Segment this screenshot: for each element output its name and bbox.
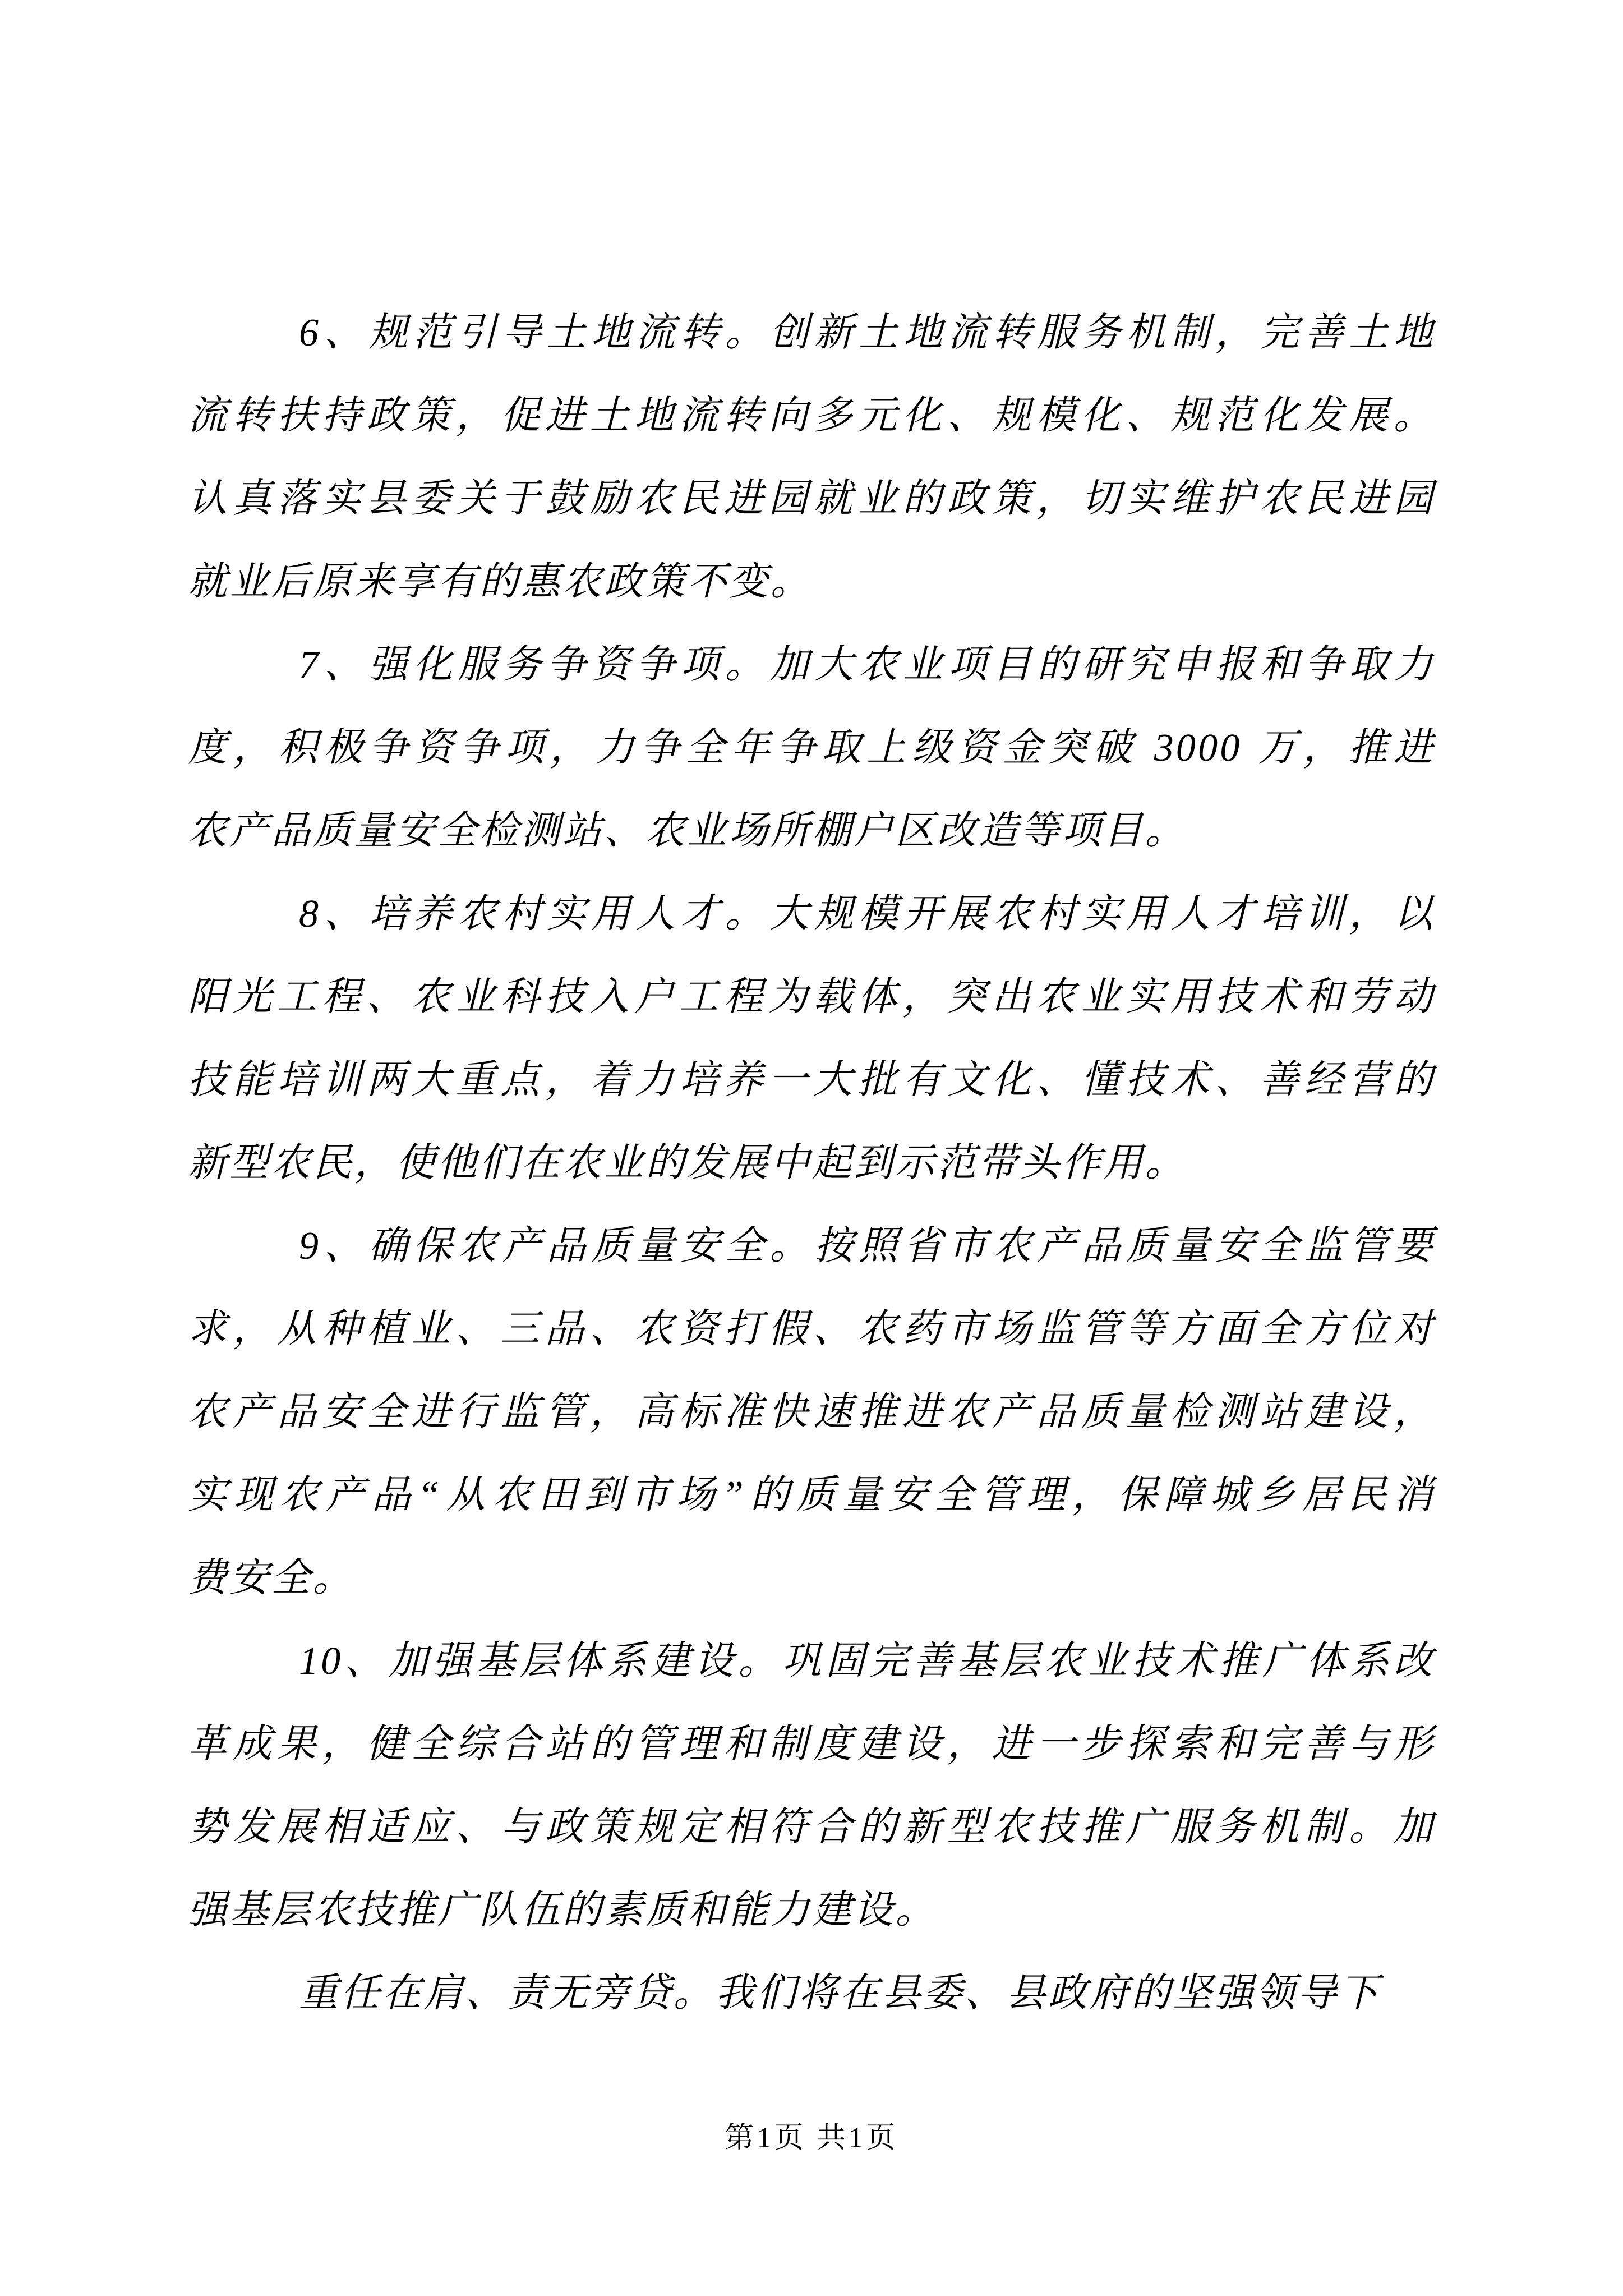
text-line: 新型农民，使他们在农业的发展中起到示范带头作用。 xyxy=(188,1142,1187,1185)
text-line: 8、培养农村实用人才。大规模开展农村实用人才培训，以 xyxy=(299,892,1435,936)
text-line: 求，从种植业、三品、农资打假、农药市场监管等方面全方位对 xyxy=(188,1308,1435,1351)
text-line: 技能培训两大重点，着力培养一大批有文化、懂技术、善经营的 xyxy=(188,1059,1435,1102)
text-line: 费安全。 xyxy=(188,1557,354,1600)
document-body xyxy=(188,292,1435,2035)
text-line: 实现农产品“从农田到市场”的质量安全管理，保障城乡居民消 xyxy=(188,1474,1435,1517)
text-line: 农产品质量安全检测站、农业场所棚户区改造等项目。 xyxy=(188,809,1187,853)
paragraph xyxy=(188,1620,1435,1952)
paragraph xyxy=(188,292,1435,624)
paragraph xyxy=(188,1205,1435,1620)
text-line: 9、确保农产品质量安全。按照省市农产品质量安全监管要 xyxy=(299,1225,1435,1268)
text-line: 10、加强基层体系建设。巩固完善基层农业技术推广体系改 xyxy=(299,1640,1435,1683)
text-line: 势发展相适应、与政策规定相符合的新型农技推广服务机制。加 xyxy=(188,1806,1435,1849)
page-number-label: 第1页 共1页 xyxy=(725,2122,898,2154)
text-line: 7、强化服务争资争项。加大农业项目的研究申报和争取力 xyxy=(299,643,1435,687)
page-footer xyxy=(0,2116,1623,2161)
paragraph xyxy=(188,624,1435,873)
text-line: 度，积极争资争项，力争全年争取上级资金突破 3000 万，推进 xyxy=(188,726,1435,770)
text-line: 流转扶持政策，促进土地流转向多元化、规模化、规范化发展。 xyxy=(188,394,1435,438)
text-line: 就业后原来享有的惠农政策不变。 xyxy=(188,560,812,604)
text-line: 6、规范引导土地流转。创新土地流转服务机制，完善土地 xyxy=(299,311,1435,355)
text-line: 阳光工程、农业科技入户工程为载体，突出农业实用技术和劳动 xyxy=(188,976,1435,1019)
text-line: 革成果，健全综合站的管理和制度建设，进一步探索和完善与形 xyxy=(188,1723,1435,1766)
paragraph xyxy=(188,873,1435,1205)
paragraph xyxy=(188,1952,1435,2035)
text-line: 农产品安全进行监管，高标准快速推进农产品质量检测站建设， xyxy=(188,1391,1435,1434)
text-line: 强基层农技推广队伍的素质和能力建设。 xyxy=(188,1889,937,1932)
text-line: 重任在肩、责无旁贷。我们将在县委、县政府的坚强领导下 xyxy=(299,1972,1381,2015)
text-line: 认真落实县委关于鼓励农民进园就业的政策，切实维护农民进园 xyxy=(188,477,1435,521)
